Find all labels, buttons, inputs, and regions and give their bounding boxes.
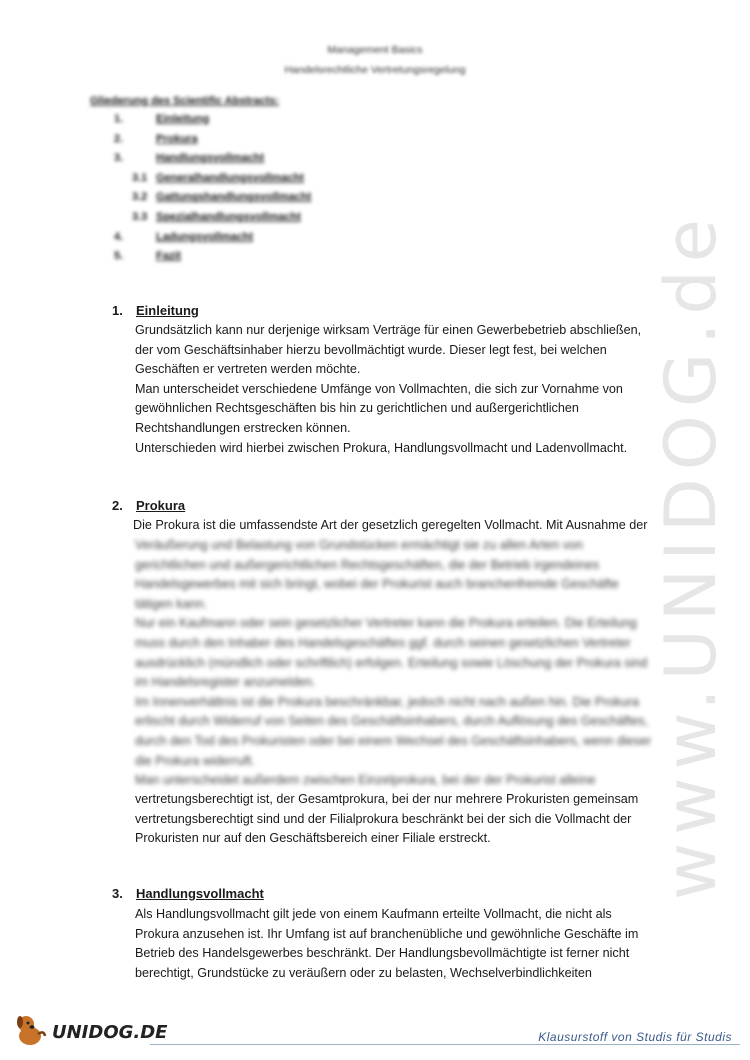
toc-number: 3.1 <box>132 171 148 184</box>
table-of-contents <box>90 95 312 270</box>
toc-label: Prokura <box>156 132 198 145</box>
section-number: 2. <box>112 498 123 513</box>
toc-item <box>90 152 279 172</box>
toc-item <box>90 171 304 192</box>
toc-label: Einleitung <box>156 113 210 125</box>
section-text-einleitung: Grundsätzlich kann nur derjenige wirksam Verträge für einen Gewerbebetrieb abschließen, der vom Geschäftsinhaber hierzu bevollmächtigt wurde. Dieser legt fest, bei welchen Geschäften er vertreten werden möchte. Man unterscheidet verschiedene Umfänge von Vollmachten, die sich zur Vornahme von gewöhnlichen Rechtsgeschäften bis hin zu gerichtlichen und außergerichtlichen Rechtshandlungen erstrecken können. Unterschieden wird hierbei zwischen Prokura, Handlungsvollmacht und Ladenvollmacht. <box>135 323 642 455</box>
toc-label: Fazit <box>156 250 182 263</box>
toc-label: Ladungsvollmacht <box>156 230 254 243</box>
section-heading-einleitung <box>112 303 199 318</box>
toc-label: Generalhandlungsvollmacht <box>156 171 304 184</box>
toc-item <box>90 113 279 133</box>
dog-icon <box>12 1012 48 1053</box>
section-text-prokura-top: Die Prokura ist die umfassendste Art der gesetzlich geregelten Vollmacht. Mit Ausnahme der <box>133 518 648 532</box>
toc-number: 1. <box>114 113 124 125</box>
section-title: Einleitung <box>136 303 199 318</box>
toc-number: 4. <box>114 230 124 243</box>
toc-number: 3. <box>114 152 124 165</box>
logo-text: UNIDOG.DE <box>52 1021 168 1043</box>
toc-item <box>90 231 279 251</box>
section-number: 1. <box>112 303 123 318</box>
section-number: 3. <box>112 886 123 901</box>
toc-label: Handlungsvollmacht <box>156 152 265 165</box>
footer-tagline: Klausurstoff von Studis für Studis <box>538 1030 732 1044</box>
section-title: Handlungsvollmacht <box>136 886 264 901</box>
toc-number: 3.2 <box>132 191 148 204</box>
section-text-prokura-blurred: Veräußerung und Belastung von Grundstücken ermächtigt sie zu allen Arten von gerichtlichen und außergerichtlichen Rechtsgeschäften, die der Betrieb irgendeines Handelsgewerbes mit sich bringt, wobei der Prokurist auch branchenfremde Geschäfte tätigen kann. Nur ein Kaufmann oder sein gesetzlicher Vertreter kann die Prokura erteilen. Die Erteilung muss durch den Inhaber des Handelsgeschäftes ggf. durch seinen gesetzlichen Vertreter ausdrücklich (mündlich oder schriftlich) erfolgen. Erteilung sowie Löschung der Prokura sind im Handelsregister anzumelden. Im Innenverhältnis ist die Prokura beschränkbar, jedoch nicht nach außen hin. Die Prokura erlischt durch Widerruf von Seiten des Geschäftsinhabers, durch Auflösung des Geschäftes, durch den Tod des Prokuristen oder bei einem Wechsel des Geschäftsinhabers, wenn dieser die Prokura widerruft. Man unterscheidet außerdem zwischen Einzelprokura, bei der der Prokurist alleine <box>135 538 652 788</box>
header-subtitle: Handelsrechtliche Vertretungsregelung <box>284 64 466 76</box>
toc-number: 5. <box>114 250 124 263</box>
section-text-handlungsvollmacht: Als Handlungsvollmacht gilt jede von einem Kaufmann erteilte Vollmacht, die nicht als Prokura anzusehen ist. Ihr Umfang ist auf branchenübliche und gewöhnliche Geschäfte im Betrieb des Handelsgewerbes beschränkt. Der Handlungsbevollmächtigte ist ferner nicht berechtigt, Grundstücke zu veräußern oder zu belasten, Wechselverbindlichkeiten <box>135 907 639 980</box>
toc-number: 3.3 <box>132 210 148 223</box>
toc-item <box>90 133 279 153</box>
section-title: Prokura <box>136 498 186 513</box>
toc-item <box>90 191 312 211</box>
toc-item <box>90 250 279 270</box>
toc-title: Gliederung des Scientific Abstracts: <box>90 95 280 107</box>
footer-divider <box>150 1044 740 1045</box>
header-title: Management Basics <box>327 44 423 56</box>
logo <box>12 1012 167 1052</box>
toc-item <box>90 210 301 231</box>
section-text-prokura-bottom: vertretungsberechtigt ist, der Gesamtprokura, bei der nur mehrere Prokuristen gemeinsam vertretungsberechtigt sind und der Filialprokura beschränkt bei der sich die Vollmacht der Prokuristen nur auf den Geschäftsbereich einer Filiale erstreckt. <box>135 792 639 846</box>
toc-number: 2. <box>114 132 124 145</box>
watermark: www.UNIDOG.de <box>650 211 732 900</box>
toc-label: Gattungshandlungsvollmacht <box>156 191 312 204</box>
section-heading-handlungsvollmacht <box>112 886 264 901</box>
section-heading-prokura <box>112 498 185 513</box>
toc-label: Spezialhandlungsvollmacht <box>156 210 301 223</box>
